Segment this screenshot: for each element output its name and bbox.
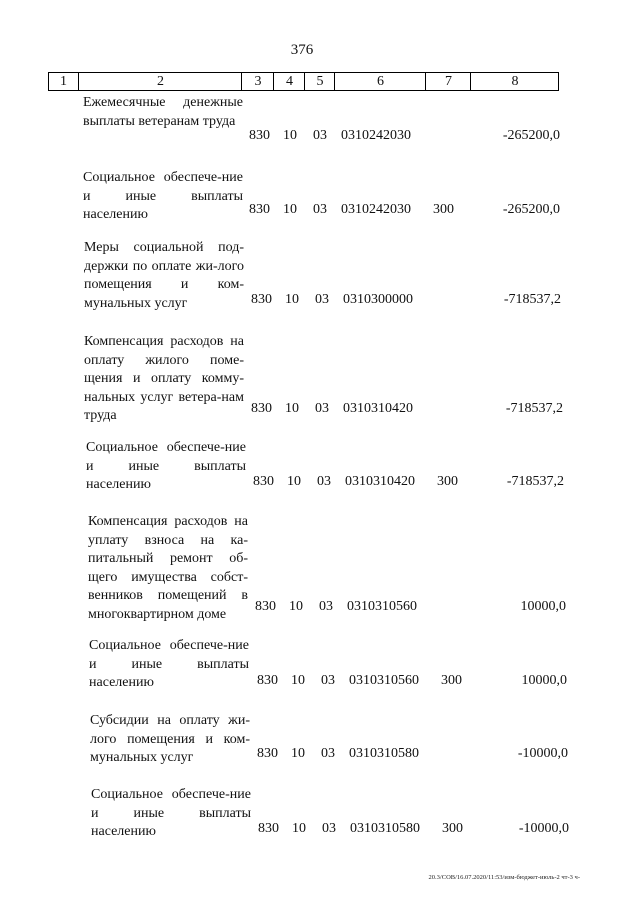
cell-col-3: 830 [255, 599, 276, 614]
cell-col-4: 10 [283, 202, 297, 217]
cell-col-8: -718537,2 [505, 401, 563, 416]
cell-col-5: 03 [315, 292, 329, 307]
cell-col-3: 830 [251, 401, 272, 416]
header-col-1: 1 [60, 74, 67, 89]
row-description: Социальное обеспече-ние и иные выплаты населению [86, 440, 246, 493]
row-description: Социальное обеспече-ние и иные выплаты населению [89, 638, 249, 691]
row-description: Компенсация расходов на уплату взноса на ка-питальный ремонт об-щего имущества собст-венников помещений в многоквартирном доме [88, 514, 248, 622]
cell-col-8: -10000,0 [518, 821, 569, 836]
cell-col-8: 10000,0 [520, 599, 566, 614]
cell-col-5: 03 [313, 202, 327, 217]
row-description: Субсидии на оплату жи-лого помещения и ком-мунальных услуг [90, 713, 250, 766]
cell-col-3: 830 [258, 821, 279, 836]
header-col-6: 6 [334, 73, 426, 90]
cell-col-3: 830 [257, 746, 278, 761]
header-col-7: 7 [425, 73, 471, 90]
cell-col-6: 0310310560 [349, 673, 419, 688]
cell-col-4: 10 [291, 673, 305, 688]
cell-col-4: 10 [291, 746, 305, 761]
cell-col-3: 830 [257, 673, 278, 688]
cell-col-5: 03 [315, 401, 329, 416]
row-description: Ежемесячные денежные выплаты ветеранам труда [83, 95, 243, 129]
cell-col-5: 03 [313, 128, 327, 143]
cell-col-4: 10 [283, 128, 297, 143]
cell-col-5: 03 [317, 474, 331, 489]
cell-col-3: 830 [249, 128, 270, 143]
cell-col-6: 0310242030 [341, 202, 411, 217]
cell-col-7: 300 [437, 474, 458, 489]
cell-col-8: 10000,0 [521, 673, 567, 688]
cell-col-8: -718537,2 [506, 474, 564, 489]
header-col-2: 2 [78, 73, 242, 90]
cell-col-3: 830 [253, 474, 274, 489]
row-description: Меры социальной под-держки по оплате жи-лого помещения и ком-мунальных услуг [84, 240, 244, 311]
cell-col-6: 0310310560 [347, 599, 417, 614]
cell-col-3: 830 [249, 202, 270, 217]
row-description: Социальное обеспече-ние и иные выплаты населению [91, 787, 251, 840]
header-col-5: 5 [304, 73, 335, 90]
table-header [48, 72, 559, 91]
cell-col-4: 10 [287, 474, 301, 489]
cell-col-7: 300 [441, 673, 462, 688]
cell-col-5: 03 [322, 821, 336, 836]
page-number: 376 [290, 42, 314, 58]
cell-col-8: -718537,2 [503, 292, 561, 307]
cell-col-8: -265200,0 [502, 202, 560, 217]
cell-col-6: 0310310580 [350, 821, 420, 836]
document-footer: 20.3/СОВ/16.07.2020/11:53/изм-бюджет-июль-2 чт-3 ч- [428, 874, 580, 881]
cell-col-5: 03 [321, 673, 335, 688]
cell-col-3: 830 [251, 292, 272, 307]
cell-col-4: 10 [285, 401, 299, 416]
cell-col-6: 0310310420 [345, 474, 415, 489]
header-col-4: 4 [273, 73, 305, 90]
cell-col-8: -10000,0 [517, 746, 568, 761]
cell-col-5: 03 [321, 746, 335, 761]
cell-col-6: 0310242030 [341, 128, 411, 143]
cell-col-6: 0310310580 [349, 746, 419, 761]
cell-col-8: -265200,0 [502, 128, 560, 143]
header-col-8: 8 [470, 73, 559, 90]
cell-col-4: 10 [285, 292, 299, 307]
header-col-3: 3 [241, 73, 274, 90]
cell-col-7: 300 [433, 202, 454, 217]
row-description: Компенсация расходов на оплату жилого поме-щения и оплату комму-нальных услуг ветера-нам труда [84, 334, 244, 424]
row-description: Социальное обеспече-ние и иные выплаты населению [83, 170, 243, 223]
cell-col-4: 10 [289, 599, 303, 614]
cell-col-5: 03 [319, 599, 333, 614]
cell-col-6: 0310310420 [343, 401, 413, 416]
cell-col-6: 0310300000 [343, 292, 413, 307]
cell-col-4: 10 [292, 821, 306, 836]
cell-col-7: 300 [442, 821, 463, 836]
